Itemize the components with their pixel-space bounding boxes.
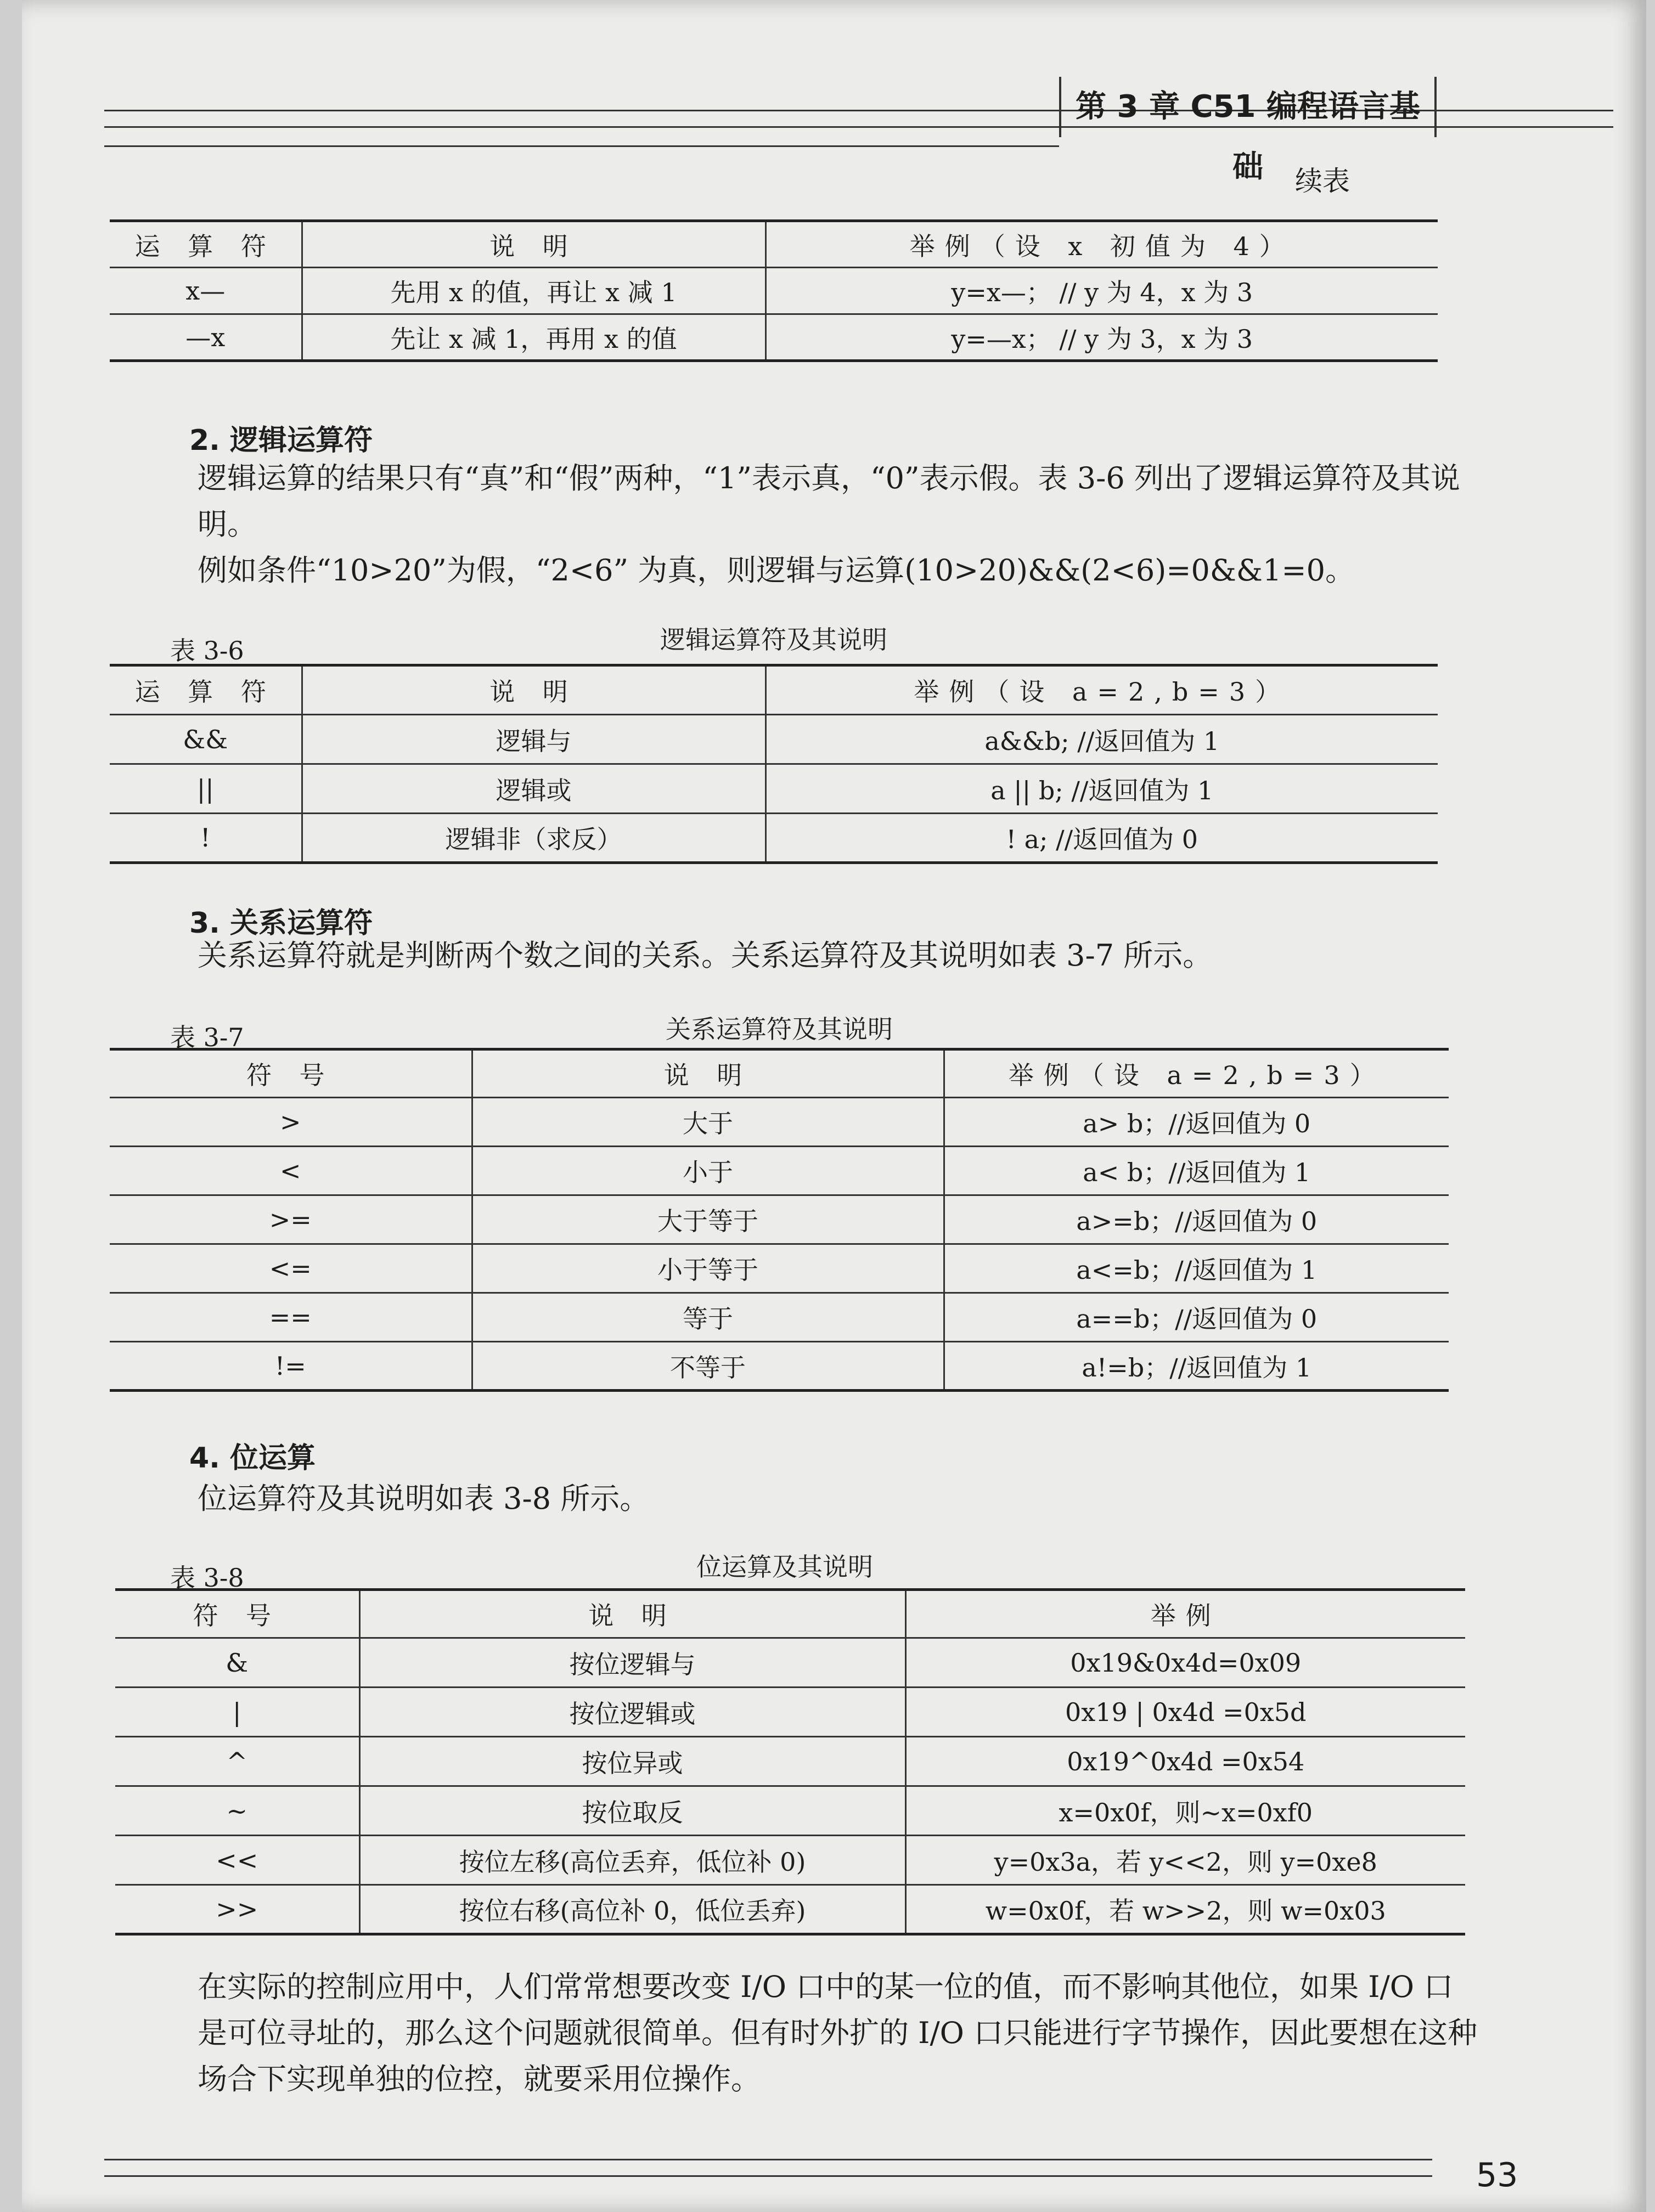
table-cell: 先让 x 减 1，再用 x 的值 (302, 314, 765, 361)
paragraph-text: 逻辑运算的结果只有“真”和“假”两种，“1”表示真，“0”表示假。表 3-6 列出了逻辑运算符及其说明。 (198, 461, 1460, 541)
chapter-header: 第 3 章 C51 编程语言基础 (1059, 77, 1437, 137)
table-cell: —x (110, 314, 302, 361)
table-cell: >= (110, 1195, 472, 1244)
table-cell: 小于 (472, 1147, 944, 1195)
table-cell: 小于等于 (472, 1244, 944, 1293)
table-row (110, 1342, 1449, 1391)
table-3-8 (115, 1588, 1465, 1936)
paragraph (137, 1476, 1471, 1522)
table-cell: > (110, 1098, 472, 1147)
table-header: 举例（设 a=2,b=3） (944, 1049, 1449, 1098)
table-cell: 按位左移(高位丢弃，低位补 0) (359, 1836, 905, 1885)
table-row (110, 314, 1438, 361)
table-row (115, 1836, 1465, 1885)
table-cell: 等于 (472, 1293, 944, 1342)
table-row (110, 268, 1438, 314)
table-cell: == (110, 1293, 472, 1342)
table-cell: y=—x； // y 为 3，x 为 3 (765, 314, 1438, 361)
table-cell: a!=b；//返回值为 1 (944, 1342, 1449, 1391)
table-header: 举例（设 x 初值为 4） (765, 221, 1438, 268)
table-title: 关系运算符及其说明 (666, 1014, 893, 1044)
table-cell: != (110, 1342, 472, 1391)
table-label: 表 3-8 (170, 1563, 244, 1593)
table-row (110, 715, 1438, 764)
table-continued (110, 219, 1438, 362)
footer-rule-top (104, 2159, 1432, 2160)
section-heading: 3. 关系运算符 (189, 907, 373, 940)
section-heading: 2. 逻辑运算符 (189, 424, 373, 457)
table-cell: <= (110, 1244, 472, 1293)
table-cell: << (115, 1836, 359, 1885)
table-row (110, 1293, 1449, 1342)
table-cell: y=x—； // y 为 4，x 为 3 (765, 268, 1438, 314)
paragraph (137, 1964, 1482, 2102)
header-rule-bottom (104, 145, 1059, 147)
paragraph-text: 关系运算符就是判断两个数之间的关系。关系运算符及其说明如表 3-7 所示。 (198, 938, 1213, 973)
table-header: 运 算 符 (134, 677, 276, 707)
table-cell: 按位逻辑与 (359, 1638, 905, 1688)
table-cell: || (110, 764, 302, 814)
table-cell: x=0x0f，则~x=0xf0 (905, 1786, 1465, 1836)
table-row (115, 1885, 1465, 1934)
table-cell: 逻辑非（求反） (302, 814, 765, 863)
table-row (110, 764, 1438, 814)
table-cell: y=0x3a，若 y<<2，则 y=0xe8 (905, 1836, 1465, 1885)
table-cell: a<=b；//返回值为 1 (944, 1244, 1449, 1293)
table-row (110, 1195, 1449, 1244)
table-cell: 逻辑或 (302, 764, 765, 814)
table-3-7 (110, 1048, 1449, 1392)
table-title: 逻辑运算符及其说明 (660, 625, 887, 654)
table-header: 符 号 (193, 1601, 282, 1630)
table-cell: 按位右移(高位补 0，低位丢弃) (359, 1885, 905, 1934)
table-cell: & (115, 1638, 359, 1688)
table-title: 位运算及其说明 (696, 1552, 873, 1582)
table-header: 举例（设 a=2,b=3） (765, 665, 1438, 715)
table-header: 说 明 (302, 221, 765, 268)
table-cell: 大于等于 (472, 1195, 944, 1244)
table-cell: 0x19^0x4d =0x54 (905, 1737, 1465, 1786)
table-cell: 按位逻辑或 (359, 1688, 905, 1737)
table-cell: 不等于 (472, 1342, 944, 1391)
table-cell: ! (110, 814, 302, 863)
table-cell: a>=b；//返回值为 0 (944, 1195, 1449, 1244)
table-cell: 0x19&0x4d=0x09 (905, 1638, 1465, 1688)
table-cell: >> (115, 1885, 359, 1934)
paragraph-text: 例如条件“10>20”为假，“2<6” 为真，则逻辑与运算(10>20)&&(2<6)=0&&1=0。 (198, 553, 1355, 588)
table-cell: < (110, 1147, 472, 1195)
footer-rule-bottom (104, 2175, 1432, 2177)
book-page (22, 0, 1646, 2212)
table-cell: a&&b; //返回值为 1 (765, 715, 1438, 764)
paragraph-text: 位运算符及其说明如表 3-8 所示。 (198, 1481, 650, 1516)
table-cell: 0x19 | 0x4d =0x5d (905, 1688, 1465, 1737)
table-header: 运 算 符 (134, 231, 276, 261)
page-number: 53 (1476, 2156, 1518, 2194)
table-cell: | (115, 1688, 359, 1737)
paragraph (137, 933, 1471, 979)
table-header: 说 明 (359, 1590, 905, 1638)
table-row (110, 814, 1438, 863)
table-3-6 (110, 664, 1438, 864)
section-heading: 4. 位运算 (189, 1442, 316, 1475)
table-header: 举例 (905, 1590, 1465, 1638)
table-cell: 逻辑与 (302, 715, 765, 764)
table-cell: 大于 (472, 1098, 944, 1147)
table-row (110, 1244, 1449, 1293)
table-cell: 按位取反 (359, 1786, 905, 1836)
table-cell: a || b; //返回值为 1 (765, 764, 1438, 814)
table-row (110, 1147, 1449, 1195)
table-cell: x— (110, 268, 302, 314)
table-row (115, 1786, 1465, 1836)
table-cell: ! a; //返回值为 0 (765, 814, 1438, 863)
table-label: 表 3-6 (170, 636, 244, 665)
table-cell: 先用 x 的值，再让 x 减 1 (302, 268, 765, 314)
table-cell: ~ (115, 1786, 359, 1836)
table-row (115, 1688, 1465, 1737)
paragraph (137, 455, 1471, 594)
table-header: 说 明 (302, 665, 765, 715)
table-row (115, 1638, 1465, 1688)
table-row (115, 1737, 1465, 1786)
table-cell: a> b；//返回值为 0 (944, 1098, 1449, 1147)
table-header: 说 明 (472, 1049, 944, 1098)
table-cell: && (110, 715, 302, 764)
table-label: 表 3-7 (170, 1023, 244, 1052)
table-cell: a< b；//返回值为 1 (944, 1147, 1449, 1195)
table-cell: 按位异或 (359, 1737, 905, 1786)
paragraph-text: 在实际的控制应用中，人们常常想要改变 I/O 口中的某一位的值，而不影响其他位，如果 I/O 口是可位寻址的，那么这个问题就很简单。但有时外扩的 I/O 口只能进行字节操作，因此要想在这种场合下实现单独的位控，就要采用位操作。 (198, 1970, 1478, 2096)
table-cell: a==b；//返回值为 0 (944, 1293, 1449, 1342)
table-row (110, 1098, 1449, 1147)
continued-label: 续表 (1295, 165, 1350, 197)
table-cell: ^ (115, 1737, 359, 1786)
table-header: 符 号 (246, 1060, 335, 1090)
table-cell: w=0x0f，若 w>>2，则 w=0x03 (905, 1885, 1465, 1934)
